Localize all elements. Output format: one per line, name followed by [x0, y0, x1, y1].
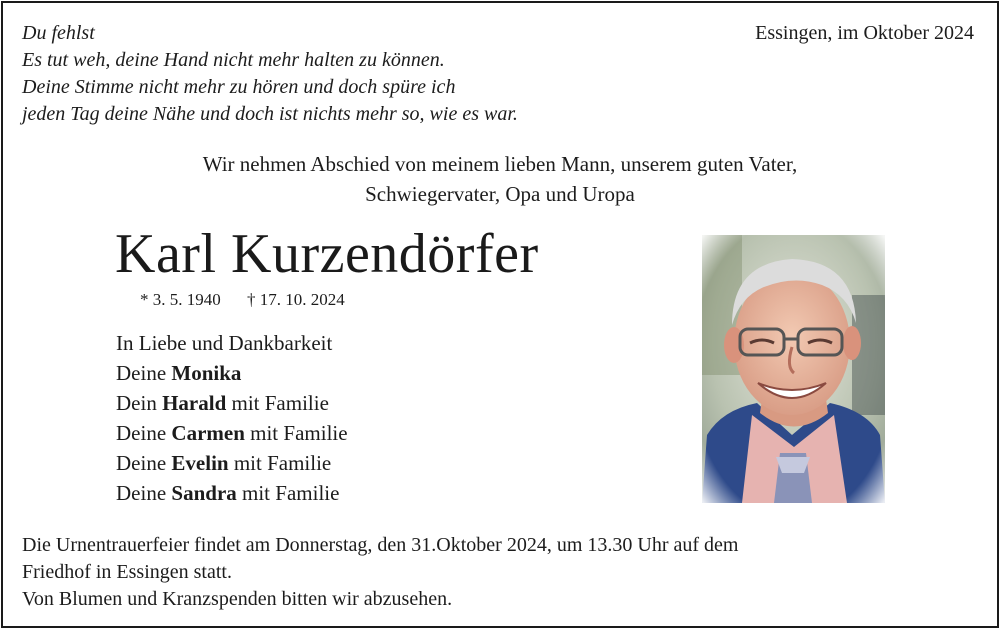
mourner-prefix: Deine — [116, 361, 172, 385]
mourner-entry — [116, 358, 348, 388]
mourners-heading: In Liebe und Dankbarkeit — [116, 331, 333, 355]
intro-line: Wir nehmen Abschied von meinem lieben Mann, unserem guten Vater, — [202, 152, 798, 176]
poem-line: Du fehlst — [22, 22, 95, 44]
intro-text — [0, 149, 1000, 209]
notice-line: Von Blumen und Kranzspenden bitten wir abzusehen. — [22, 588, 453, 610]
poem — [22, 20, 518, 128]
poem-line: Es tut weh, deine Hand nicht mehr halten zu können. — [22, 49, 445, 71]
mourners-list — [116, 328, 348, 508]
mourner-name: Evelin — [171, 451, 229, 475]
portrait-illustration — [702, 235, 885, 503]
death-date: † 17. 10. 2024 — [247, 290, 345, 309]
place-date: Essingen, im Oktober 2024 — [755, 22, 974, 44]
mourner-entry — [116, 448, 348, 478]
mourner-suffix: mit Familie — [226, 391, 329, 415]
mourner-suffix: mit Familie — [236, 481, 340, 505]
mourner-entry — [116, 388, 348, 418]
poem-line: Deine Stimme nicht mehr zu hören und doch spüre ich — [22, 76, 456, 98]
deceased-name: Karl Kurzendörfer — [115, 223, 539, 285]
mourner-name: Sandra — [171, 481, 237, 505]
ceremony-notice — [22, 532, 738, 613]
birth-date: * 3. 5. 1940 — [140, 290, 221, 309]
mourner-entry — [116, 418, 348, 448]
life-dates — [140, 290, 345, 310]
notice-line: Die Urnentrauerfeier findet am Donnerstag, den 31.Oktober 2024, um 13.30 Uhr auf dem — [22, 534, 739, 556]
notice-line: Friedhof in Essingen statt. — [22, 561, 232, 583]
poem-line: jeden Tag deine Nähe und doch ist nichts mehr so, wie es war. — [22, 103, 518, 125]
mourner-prefix: Deine — [116, 421, 172, 445]
mourner-prefix: Dein — [116, 391, 163, 415]
mourner-name: Monika — [171, 361, 242, 385]
mourner-prefix: Deine — [116, 481, 172, 505]
mourner-suffix: mit Familie — [228, 451, 332, 475]
portrait-photo — [702, 235, 885, 503]
intro-line: Schwiegervater, Opa und Uropa — [365, 182, 635, 206]
mourner-entry — [116, 478, 348, 508]
mourner-suffix: mit Familie — [244, 421, 348, 445]
mourner-name: Carmen — [171, 421, 245, 445]
mourner-prefix: Deine — [116, 451, 172, 475]
mourner-name: Harald — [162, 391, 227, 415]
